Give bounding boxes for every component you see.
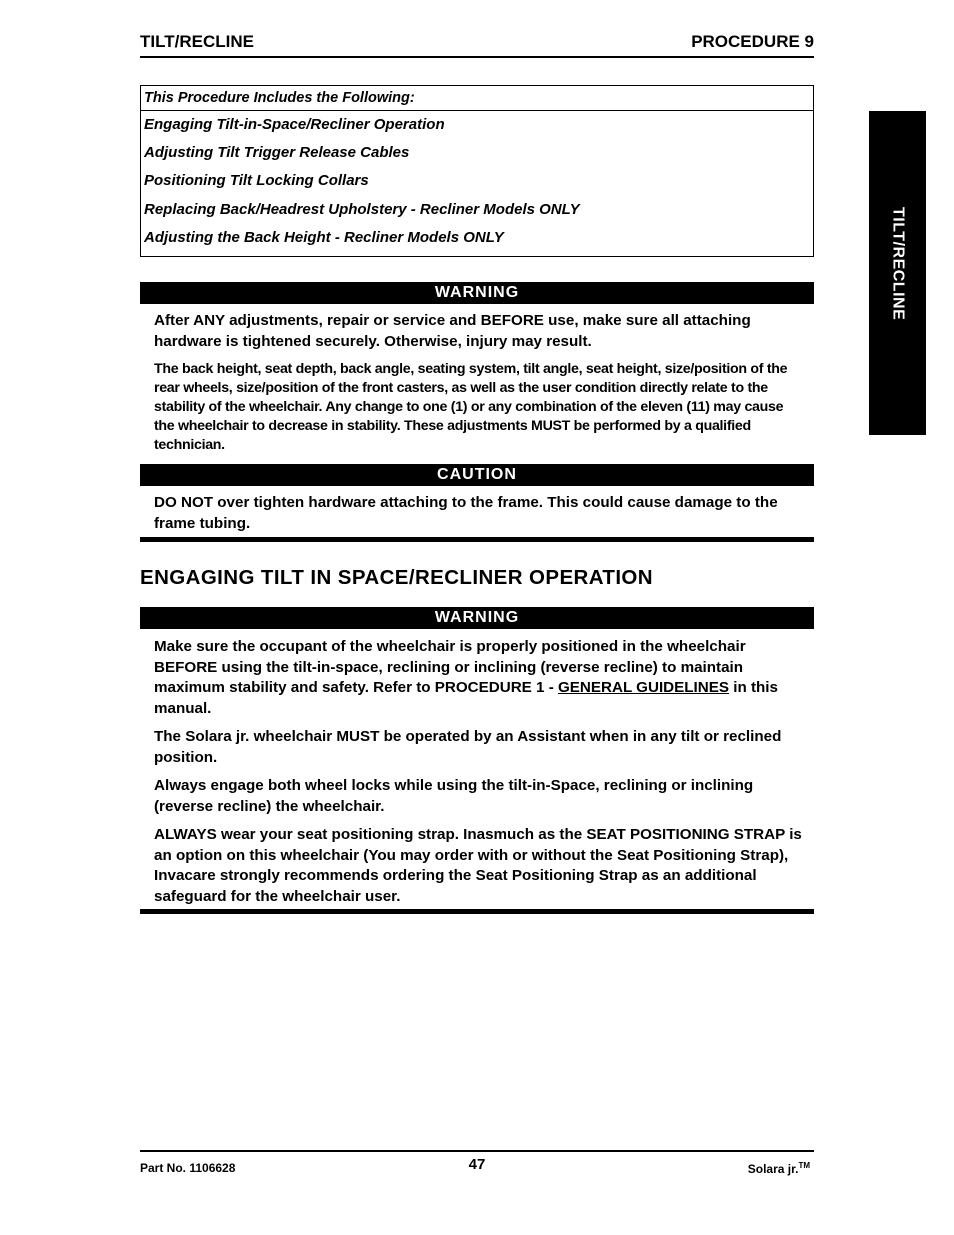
header-section-title: TILT/RECLINE xyxy=(140,32,254,51)
side-tab xyxy=(869,111,926,435)
warning-paragraph: The back height, seat depth, back angle, seating system, tilt angle, seat height, size/position of the rear wheels, size/position of the front casters, as well as the user condition directly relate to the stability of the wheelchair. Any change to one (1) or any combination of the eleven (11) may cause the wheelchair to decrease in stability. These adjustments MUST be performed by a qualified technician. xyxy=(154,361,788,453)
procedure-item: Replacing Back/Headrest Upholstery - Recliner Models ONLY xyxy=(144,200,580,218)
part-number: Part No. 1106628 xyxy=(140,1161,236,1175)
page-number: 47 xyxy=(468,1156,486,1173)
warning-text xyxy=(154,311,802,463)
procedure-item: Adjusting Tilt Trigger Release Cables xyxy=(144,144,410,162)
warning-banner: WARNING xyxy=(140,282,814,304)
model-name: Solara jr.™ xyxy=(747,1161,810,1176)
page-header xyxy=(140,30,814,58)
warning-banner: WARNING xyxy=(140,607,814,629)
side-tab-label: TILT/RECLINE xyxy=(889,207,907,321)
warning-paragraph: Always engage both wheel locks while using the tilt-in-Space, reclining or inclining (reverse recline) the wheelchair. xyxy=(154,777,754,815)
warning-paragraph: ALWAYS wear your seat positioning strap. Inasmuch as the SEAT POSITIONING STRAP is an option on this wheelchair (You may order with or without the Seat Positioning Strap), Invacare strongly recommends ordering the Seat Positioning Strap as an additional safeguard for the wheelchair user. xyxy=(154,826,802,905)
general-guidelines-reference: GENERAL GUIDELINES xyxy=(557,679,730,696)
section-heading: ENGAGING TILT IN SPACE/RECLINER OPERATION xyxy=(140,566,653,589)
procedure-contents-box xyxy=(140,85,814,257)
procedure-item: Positioning Tilt Locking Collars xyxy=(144,172,369,190)
caution-paragraph: DO NOT over tighten hardware attaching to the frame. This could cause damage to the frame tubing. xyxy=(154,494,778,532)
page-footer xyxy=(140,1150,814,1182)
section-divider xyxy=(140,909,814,914)
section-divider xyxy=(140,537,814,542)
procedure-box-title: This Procedure Includes the Following: xyxy=(141,86,813,111)
warning-paragraph: Make sure the occupant of the wheelchair is properly positioned in the wheelchair BEFORE using the tilt-in-space, reclining or inclining (reverse recline) to maintain maximum stability and safety. Refer to PROCEDURE 1 - GENERAL GUIDELINES in this manual. xyxy=(154,638,778,717)
header-procedure-number: PROCEDURE 9 xyxy=(691,32,814,51)
warning-paragraph: The Solara jr. wheelchair MUST be operated by an Assistant when in any tilt or reclined position. xyxy=(154,728,782,766)
procedure-item: Engaging Tilt-in-Space/Recliner Operation xyxy=(144,116,445,133)
procedure-item: Adjusting the Back Height - Recliner Models ONLY xyxy=(144,228,504,246)
caution-banner: CAUTION xyxy=(140,464,814,486)
warning-paragraph: After ANY adjustments, repair or service and BEFORE use, make sure all attaching hardware is tightened securely. Otherwise, injury may result. xyxy=(154,312,751,350)
section-warning-text xyxy=(154,637,802,915)
caution-text xyxy=(154,493,802,542)
trademark-mark: TM xyxy=(798,1161,810,1170)
